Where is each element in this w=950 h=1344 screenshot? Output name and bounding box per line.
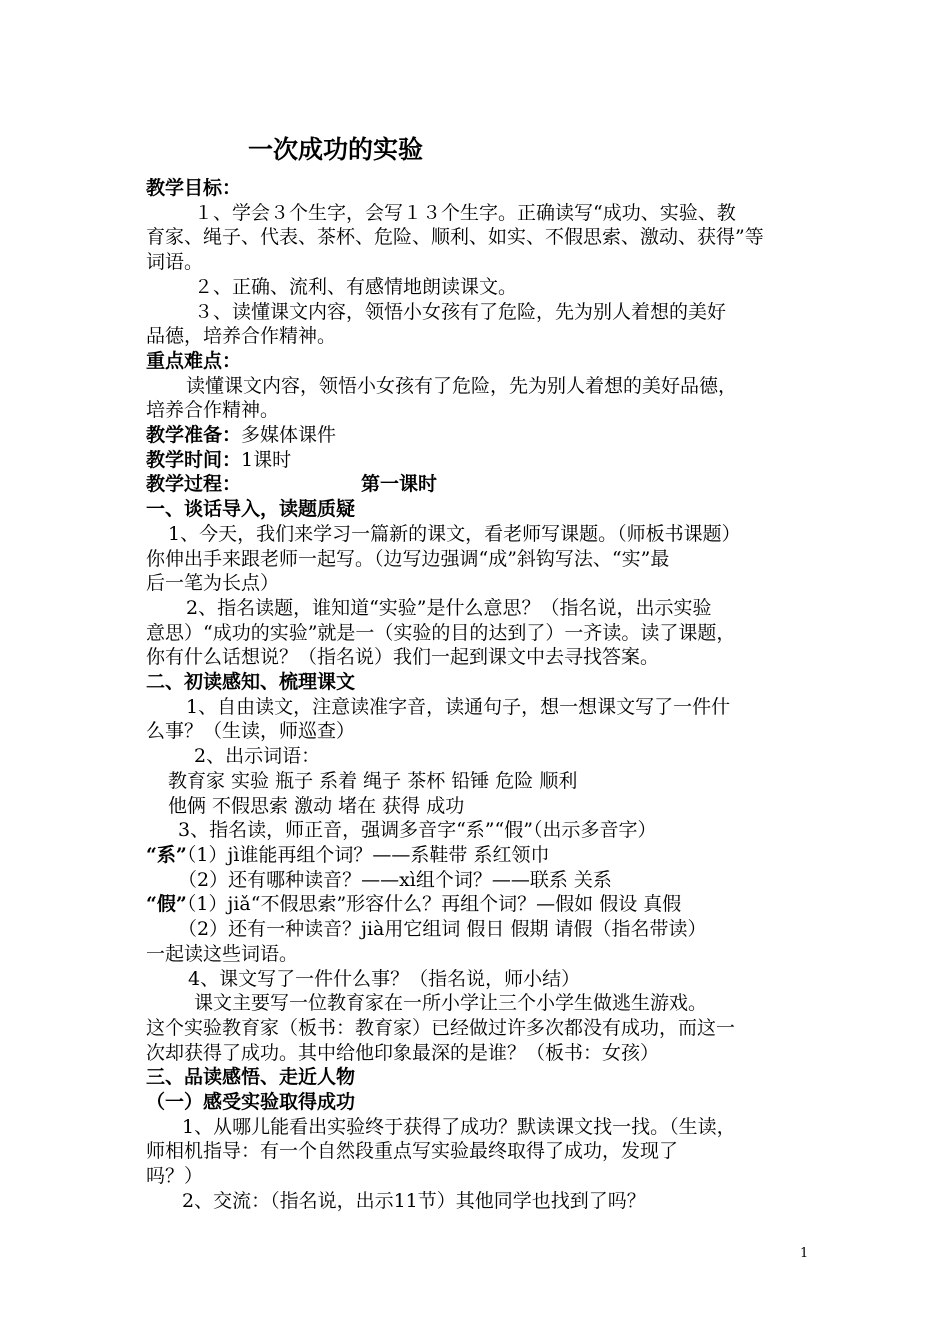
text-run: 3、指名读，师正音，强调多音字“系”“假”（出示多音字） [178, 819, 657, 842]
text-run: １、学会３个生字，会写１３个生字。正确读写“成功、实验、教 [194, 201, 736, 224]
text-run: 多媒体课件 [241, 424, 337, 447]
text-run: 1、自由读文，注意读准字音，读通句子，想一想课文写了一件什 [186, 695, 731, 718]
text-line [146, 1115, 816, 1140]
text-line [146, 942, 816, 967]
text-line [146, 769, 816, 794]
text-line [146, 176, 816, 201]
text-line [146, 1139, 816, 1164]
text-line [146, 522, 816, 547]
text-run: 吗？） [146, 1165, 204, 1188]
text-line [146, 497, 816, 522]
text-run: 读懂课文内容，领悟小女孩有了危险，先为别人着想的美好品德， [186, 374, 738, 397]
text-line [146, 300, 816, 325]
text-run: 他俩 不假思索 激动 堵在 获得 成功 [168, 794, 465, 817]
text-run: 教育家 实验 瓶子 系着 绳子 茶杯 铅锤 危险 顺利 [168, 769, 578, 792]
text-run: 次却获得了成功。其中给他印象最深的是谁？（板书：女孩） [146, 1041, 660, 1064]
text-run: 4、课文写了一件什么事？（指名说，师小结） [188, 967, 581, 990]
text-line [146, 621, 816, 646]
text-line [146, 324, 816, 349]
text-run: （1）jì谁能再组个词？——系鞋带 系红领巾 [186, 843, 550, 866]
text-line [146, 472, 816, 497]
text-run: 么事？（生读，师巡查） [146, 720, 356, 743]
text-run: 词语。 [146, 251, 204, 274]
text-line [146, 374, 816, 399]
text-line [146, 275, 816, 300]
text-run: 师相机指导：有一个自然段重点写实验最终取得了成功，发现了 [146, 1140, 679, 1163]
text-line [146, 1090, 816, 1115]
text-line [146, 794, 816, 819]
bold-text: 教学时间： [146, 448, 242, 471]
text-line [146, 1065, 816, 1090]
text-run: 一起读这些词语。 [146, 942, 299, 965]
text-line [146, 201, 816, 226]
bold-text: 教学准备： [146, 424, 242, 447]
bold-text: 一、谈话导入，读题质疑 [146, 498, 356, 521]
text-run: 课文主要写一位教育家在一所小学让三个小学生做逃生游戏。 [194, 992, 708, 1015]
text-line [146, 917, 816, 942]
text-run: ３、读懂课文内容，领悟小女孩有了危险，先为别人着想的美好 [194, 300, 727, 323]
text-run: （2）还有哪种读音？——xì组个词？——联系 关系 [178, 868, 612, 891]
page-number: 1 [800, 1246, 809, 1261]
text-line [146, 645, 816, 670]
text-run: 1课时 [241, 448, 292, 471]
text-run: 1、从哪儿能看出实验终于获得了成功？默读课文找一找。（生读， [182, 1115, 736, 1138]
text-line [146, 744, 816, 769]
text-line [146, 868, 816, 893]
text-line [146, 991, 816, 1016]
text-line [146, 892, 816, 917]
text-line [146, 423, 816, 448]
bold-text: 重点难点： [146, 349, 242, 372]
text-line [146, 818, 816, 843]
text-line [146, 448, 816, 473]
text-line [146, 719, 816, 744]
bold-text: 教学过程： [146, 473, 242, 496]
bold-text: 教学目标： [146, 177, 242, 199]
bold-text: “假” [146, 893, 187, 916]
text-line [146, 349, 816, 374]
bold-text: 三、品读感悟、走近人物 [146, 1066, 356, 1089]
bold-text: 二、初读感知、梳理课文 [146, 671, 356, 694]
text-run: 1、今天，我们来学习一篇新的课文，看老师写课题。（师板书课题） [168, 522, 741, 545]
text-run: 意思）“成功的实验”就是一（实验的目的达到了）一齐读。读了课题， [146, 621, 736, 644]
text-line [146, 571, 816, 596]
text-line [146, 596, 816, 621]
text-run: 2、交流：（指名说，出示11节）其他同学也找到了吗？ [182, 1189, 646, 1212]
text-run: （2）还有一种读音？jià用它组词 假日 假期 请假（指名带读） [178, 918, 707, 941]
document-title: 一次成功的实验 [248, 135, 424, 164]
bold-text: 第一课时 [361, 473, 438, 496]
document-body [146, 176, 816, 1214]
bold-text: “系” [146, 843, 187, 866]
text-run: 你有什么话想说？（指名说）我们一起到课文中去寻找答案。 [146, 646, 660, 669]
text-line [146, 967, 816, 992]
text-run: 2、出示词语： [194, 745, 321, 768]
text-line [146, 1189, 816, 1214]
text-run: 育家、绳子、代表、茶杯、危险、顺利、如实、不假思索、激动、获得”等 [146, 226, 764, 249]
text-run: 你伸出手来跟老师一起写。（边写边强调“成”斜钩写法、“实”最 [146, 547, 670, 570]
text-run: ２、正确、流利、有感情地朗读课文。 [194, 275, 518, 298]
text-line [146, 1016, 816, 1041]
text-line [146, 547, 816, 572]
text-run: 这个实验教育家（板书：教育家）已经做过许多次都没有成功，而这一 [146, 1016, 736, 1039]
text-line [146, 695, 816, 720]
text-line [146, 398, 816, 423]
text-run: 2、指名读题，谁知道“实验”是什么意思？（指名说，出示实验 [186, 596, 712, 619]
text-line [146, 1041, 816, 1066]
text-run: 品德，培养合作精神。 [146, 325, 337, 348]
text-line [146, 843, 816, 868]
text-line [146, 1164, 816, 1189]
bold-text: （一）感受实验取得成功 [146, 1091, 356, 1114]
text-line [146, 670, 816, 695]
text-run: 培养合作精神。 [146, 399, 280, 422]
text-line [146, 250, 816, 275]
text-run: 后一笔为长点） [146, 572, 280, 595]
text-line [146, 225, 816, 250]
text-run: （1）jiǎ“不假思索”形容什么？再组个词？—假如 假设 真假 [186, 893, 682, 916]
